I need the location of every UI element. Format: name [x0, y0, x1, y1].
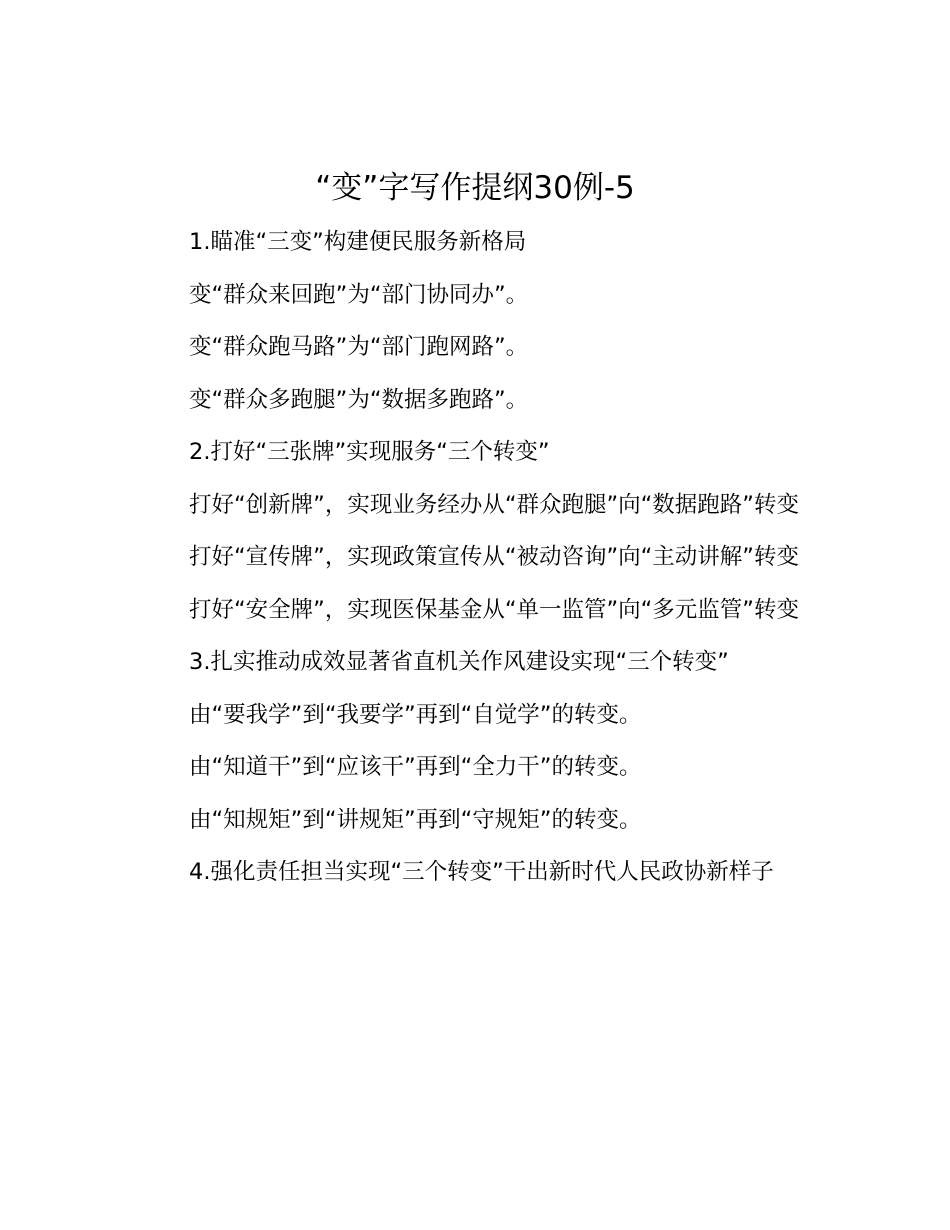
- heading-4: 4.强化责任担当实现“三个转变”干出新时代人民政协新样子: [189, 859, 774, 885]
- paragraph: 打好“安全牌”，实现医保基金从“单一监管”向“多元监管”转变: [189, 596, 799, 623]
- paragraph: 由“知规矩”到“讲规矩”再到“守规矩”的转变。: [189, 806, 642, 833]
- heading-3: 3.扎实推动成效显著省直机关作风建设实现“三个转变”: [189, 649, 729, 675]
- paragraph: 变“群众跑马路”为“部门跑网路”。: [189, 334, 529, 360]
- paragraph: 打好“创新牌”，实现业务经办从“群众跑腿”向“数据跑路”转变: [189, 491, 799, 518]
- paragraph: 打好“宣传牌”，实现政策宣传从“被动咨询”向“主动讲解”转变: [189, 544, 799, 570]
- document-body: [141, 220, 813, 903]
- paragraph: 变“群众来回跑”为“部门协同办”。: [189, 281, 529, 308]
- paragraph: 变“群众多跑腿”为“数据多跑路”。: [189, 386, 529, 413]
- heading-2: 2.打好“三张牌”实现服务“三个转变”: [189, 439, 550, 465]
- paragraph: 由“要我学”到“我要学”再到“自觉学”的转变。: [189, 701, 642, 728]
- document-title: “变”字写作提纲30例-5: [315, 170, 635, 206]
- heading-1: 1.瞄准“三变”构建便民服务新格局: [189, 229, 527, 255]
- paragraph: 由“知道干”到“应该干”再到“全力干”的转变。: [189, 754, 642, 780]
